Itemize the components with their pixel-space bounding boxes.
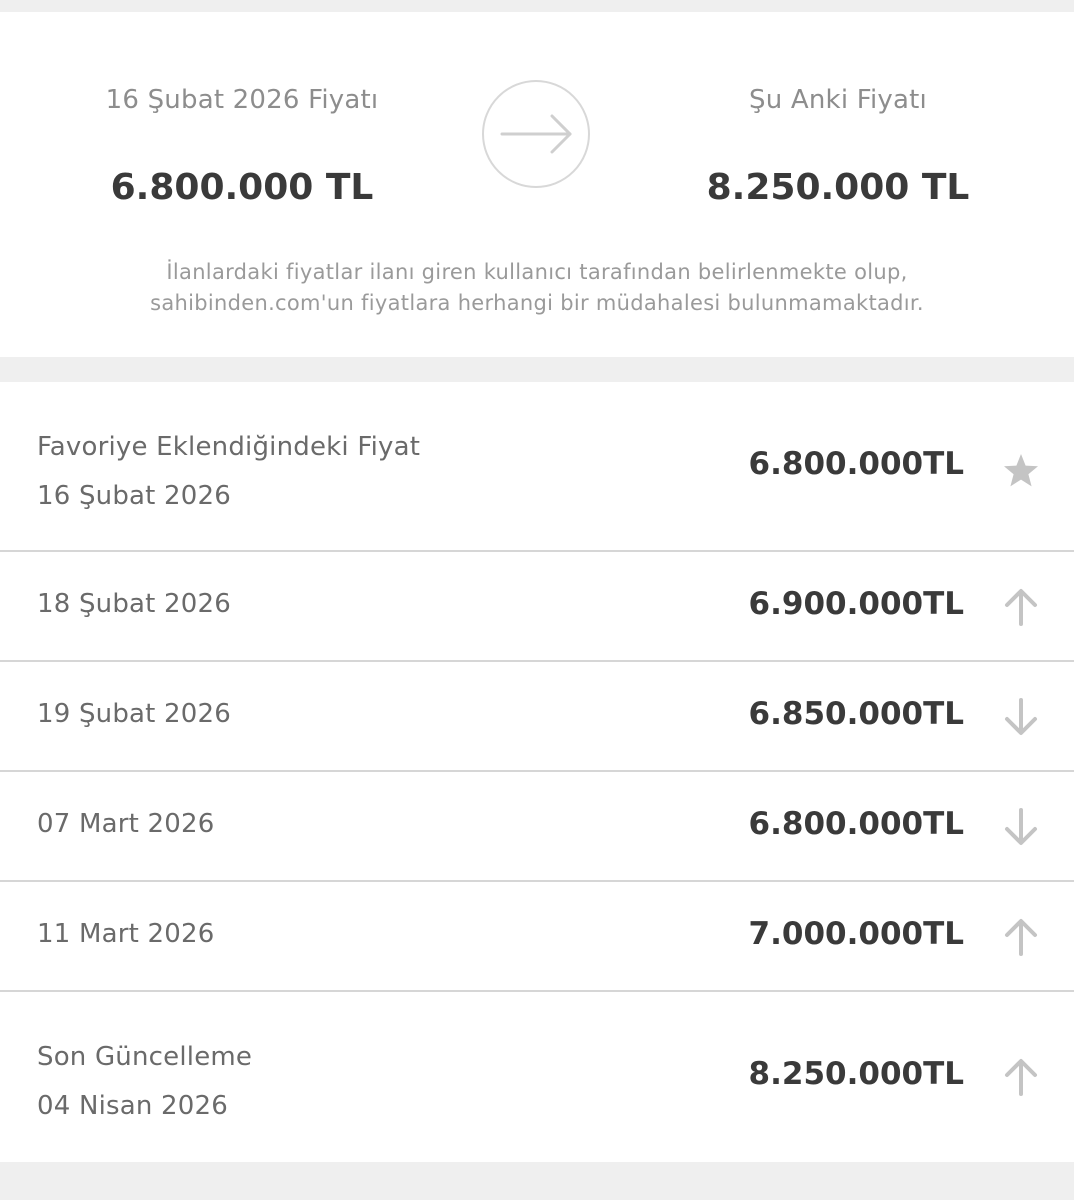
star-icon <box>1000 450 1042 492</box>
history-row-date: 16 Şubat 2026 <box>37 481 231 511</box>
disclaimer-line-1: İlanlardaki fiyatlar ilanı giren kullanıcı tarafından belirlenmekte olup, <box>166 260 908 284</box>
arrow-down-icon <box>1000 696 1042 738</box>
history-row <box>0 882 1074 992</box>
history-row-title: Favoriye Eklendiğindeki Fiyat <box>37 432 421 462</box>
history-row <box>0 552 1074 662</box>
history-row-amount: 6.800.000TL <box>748 806 964 842</box>
history-row-date: 18 Şubat 2026 <box>37 589 231 619</box>
arrow-up-icon <box>1000 916 1042 958</box>
history-row-amount: 8.250.000TL <box>748 1056 964 1092</box>
history-row-date: 07 Mart 2026 <box>37 809 215 839</box>
history-row <box>0 772 1074 882</box>
history-row-amount: 6.900.000TL <box>748 586 964 622</box>
history-row-date: 19 Şubat 2026 <box>37 699 231 729</box>
disclaimer-line-2: sahibinden.com'un fiyatlara herhangi bir müdahalesi bulunmamaktadır. <box>150 291 924 315</box>
initial-price-block <box>52 82 432 210</box>
price-disclaimer <box>0 257 1074 319</box>
history-row-amount: 7.000.000TL <box>748 916 964 952</box>
arrow-down-icon <box>1000 806 1042 848</box>
history-row-amount: 6.850.000TL <box>748 696 964 732</box>
history-row-date: 04 Nisan 2026 <box>37 1091 229 1121</box>
history-row-favorite <box>0 382 1074 552</box>
arrow-right-icon <box>482 80 590 188</box>
initial-price-value: 6.800.000 TL <box>110 167 374 208</box>
history-row-title: Son Güncelleme <box>37 1042 253 1072</box>
history-row <box>0 662 1074 772</box>
arrow-up-icon <box>1000 586 1042 628</box>
current-price-value: 8.250.000 TL <box>706 167 970 208</box>
history-row-last-update <box>0 992 1074 1162</box>
arrow-up-icon <box>1000 1056 1042 1098</box>
history-row-date: 11 Mart 2026 <box>37 919 215 949</box>
price-summary-card <box>0 12 1074 357</box>
price-history-list <box>0 382 1074 1162</box>
current-price-block <box>648 82 1028 210</box>
current-price-label: Şu Anki Fiyatı <box>749 85 927 115</box>
history-row-amount: 6.800.000TL <box>748 446 964 482</box>
initial-price-label: 16 Şubat 2026 Fiyatı <box>105 85 379 115</box>
